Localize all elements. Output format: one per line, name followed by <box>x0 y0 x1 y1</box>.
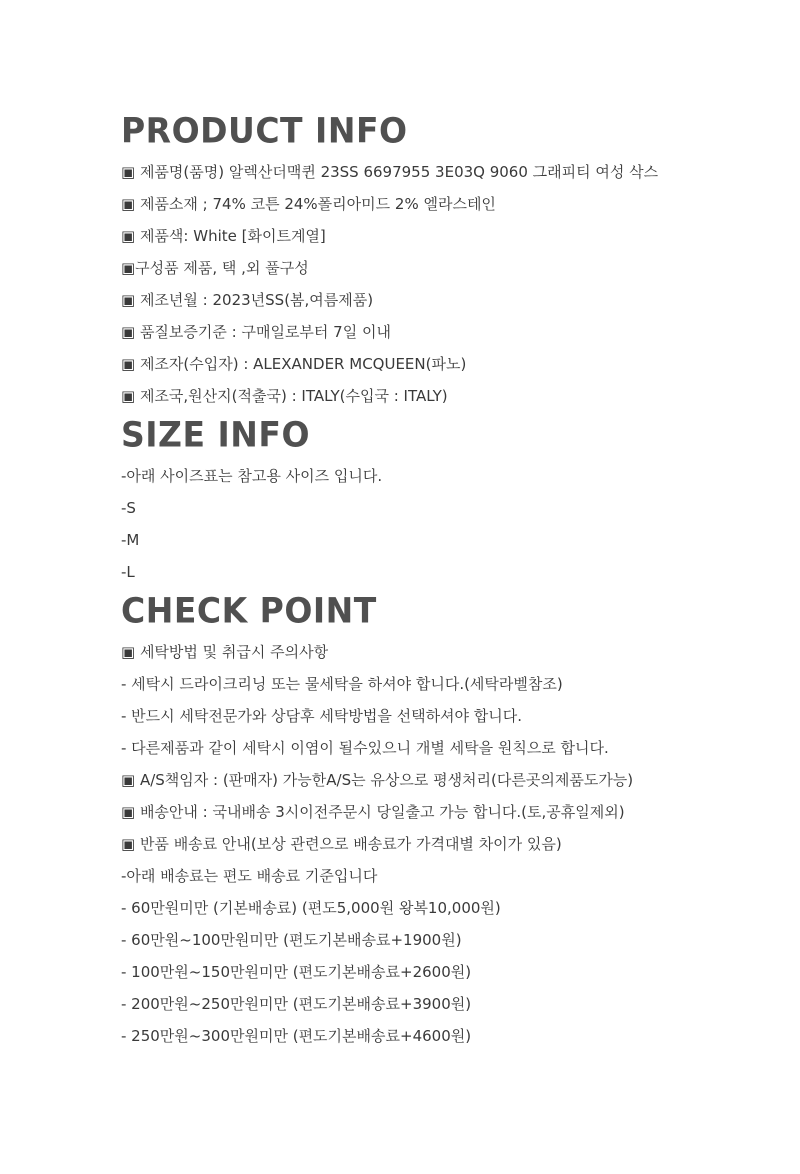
size-info-line: -M <box>121 531 140 549</box>
product-info-line: ▣ 제조국,원산지(적출국) : ITALY(수입국 : ITALY) <box>121 387 448 405</box>
product-info-line: ▣ 제품명(품명) 알렉산더맥퀸 23SS 6697955 3E03Q 9060 그래피티 여성 삭스 <box>121 163 659 181</box>
check-point-line: ▣ 반품 배송료 안내(보상 관련으로 배송료가 가격대별 차이가 있음) <box>121 835 562 853</box>
check-point-line: - 200만원~250만원미만 (편도기본배송료+3900원) <box>121 995 472 1013</box>
size-info-line: -아래 사이즈표는 참고용 사이즈 입니다. <box>121 467 383 485</box>
check-point-line: ▣ A/S책임자 : (판매자) 가능한A/S는 유상으로 평생처리(다른곳의제품도가능) <box>121 771 634 789</box>
check-point-line: - 60만원~100만원미만 (편도기본배송료+1900원) <box>121 931 462 949</box>
check-point-line: - 100만원~150만원미만 (편도기본배송료+2600원) <box>121 963 472 981</box>
product-info-line: ▣구성품 제품, 택 ,외 풀구성 <box>121 259 309 277</box>
size-info-line: -S <box>121 499 136 517</box>
product-info-title: PRODUCT INFO <box>121 109 408 152</box>
check-point-line: - 60만원미만 (기본배송료) (편도5,000원 왕복10,000원) <box>121 899 501 917</box>
check-point-line: - 반드시 세탁전문가와 상담후 세탁방법을 선택하셔야 합니다. <box>121 707 523 725</box>
product-info-line: ▣ 제조년월 : 2023년SS(봄,여름제품) <box>121 291 374 309</box>
product-info-line: ▣ 제품색: White [화이트계열] <box>121 227 326 245</box>
product-detail-page <box>121 108 761 1052</box>
product-info-line: ▣ 제품소재 ; 74% 코튼 24%폴리아미드 2% 엘라스테인 <box>121 195 496 213</box>
check-point-line: ▣ 배송안내 : 국내배송 3시이전주문시 당일출고 가능 합니다.(토,공휴일제외) <box>121 803 625 821</box>
product-info-line: ▣ 제조자(수입자) : ALEXANDER MCQUEEN(파노) <box>121 355 467 373</box>
check-point-title: CHECK POINT <box>121 589 377 632</box>
product-info-line: ▣ 품질보증기준 : 구매일로부터 7일 이내 <box>121 323 391 341</box>
size-info-line: -L <box>121 563 135 581</box>
product-info-section <box>121 108 761 412</box>
check-point-line: ▣ 세탁방법 및 취급시 주의사항 <box>121 643 329 661</box>
check-point-section <box>121 588 761 1052</box>
check-point-line: - 세탁시 드라이크리닝 또는 물세탁을 하셔야 합니다.(세탁라벨참조) <box>121 675 563 693</box>
size-info-section <box>121 412 761 588</box>
check-point-line: - 250만원~300만원미만 (편도기본배송료+4600원) <box>121 1027 472 1045</box>
size-info-title: SIZE INFO <box>121 413 310 456</box>
check-point-line: - 다른제품과 같이 세탁시 이염이 될수있으니 개별 세탁을 원칙으로 합니다. <box>121 739 609 757</box>
check-point-line: -아래 배송료는 편도 배송료 기준입니다 <box>121 867 378 885</box>
